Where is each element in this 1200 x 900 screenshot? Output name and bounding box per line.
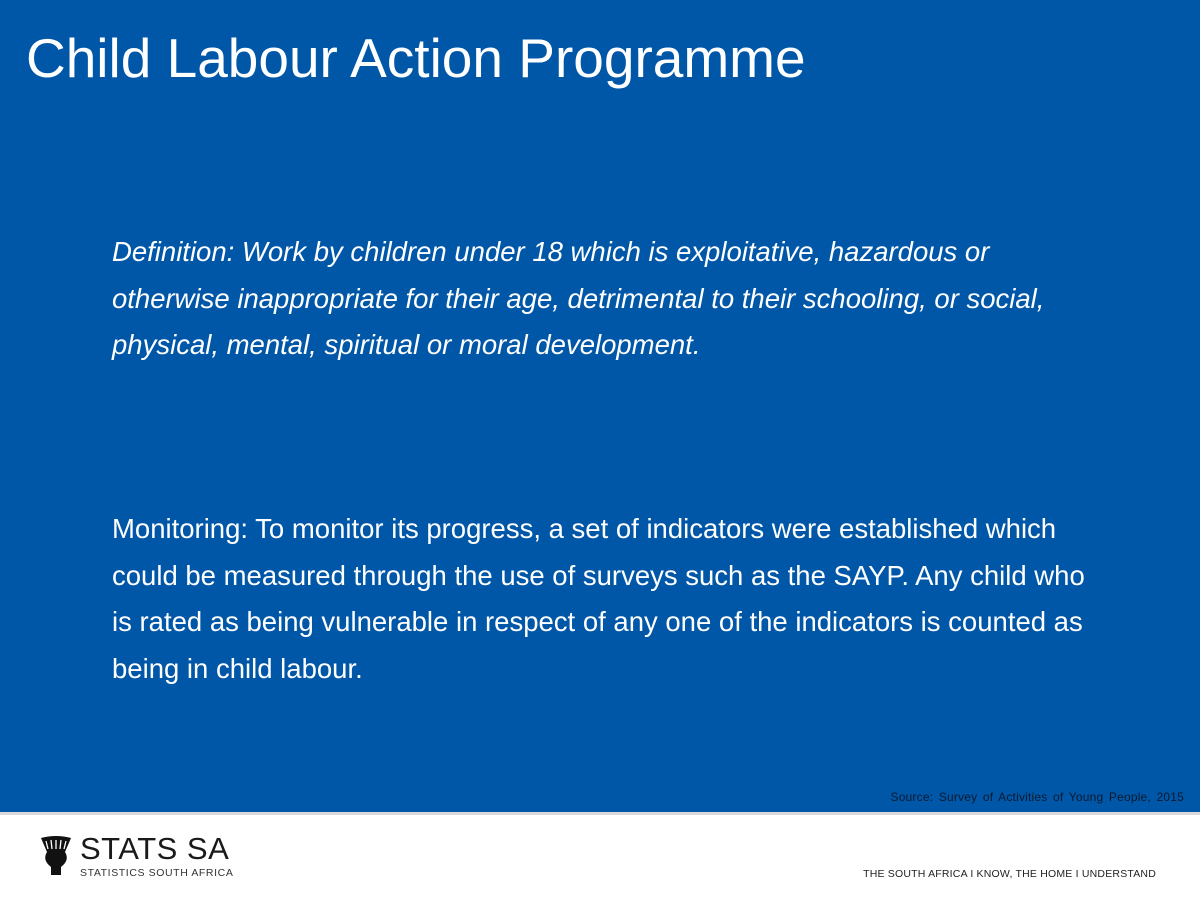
stats-sa-logo [38,831,234,879]
logo-subtitle: STATISTICS SOUTH AFRICA [80,867,234,879]
logo-name: STATS SA [80,831,230,866]
definition-paragraph: Definition: Work by children under 18 which is exploitative, hazardous or otherwise inappropriate for their age, detrimental to their schooling, or social, physical, mental, spiritual or moral development. [112,236,1045,360]
stats-sa-basket-icon [38,834,74,876]
monitoring-paragraph: Monitoring: To monitor its progress, a set of indicators were established which could be measured through the use of surveys such as the SAYP. Any child who is rated as being vulnerable in respect of any one of the indicators is counted as being in child labour. [112,513,1085,684]
source-note: Source: Survey of Activities of Young People, 2015 [890,790,1184,804]
slide-title: Child Labour Action Programme [26,27,806,89]
footer-tagline: THE SOUTH AFRICA I KNOW, THE HOME I UNDERSTAND [863,868,1156,880]
footer-divider [0,812,1200,815]
